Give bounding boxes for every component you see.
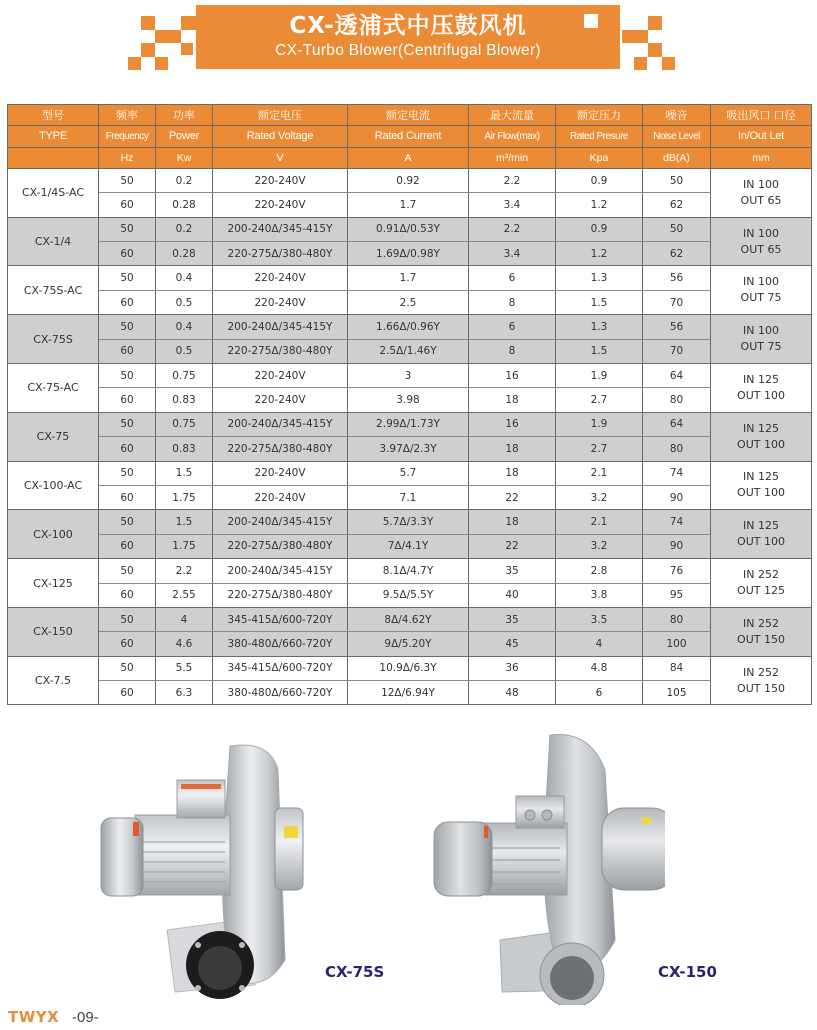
cell-airflow: 18 bbox=[469, 510, 556, 534]
cell-noise: 64 bbox=[643, 364, 711, 388]
cell-frequency: 50 bbox=[99, 656, 156, 680]
col-header-current-en: Rated Current bbox=[348, 126, 469, 147]
cell-voltage: 220-275Δ/380-480Y bbox=[213, 583, 348, 607]
col-header-airflow-en: Air Flow(max) bbox=[469, 126, 556, 147]
cell-noise: 105 bbox=[643, 681, 711, 705]
cell-voltage: 200-240Δ/345-415Y bbox=[213, 217, 348, 241]
cell-power: 2.55 bbox=[156, 583, 213, 607]
col-header-voltage-en: Rated Voltage bbox=[213, 126, 348, 147]
decor-square bbox=[181, 16, 197, 30]
col-header-type-en: TYPE bbox=[8, 126, 99, 147]
cell-pressure: 3.8 bbox=[556, 583, 643, 607]
table-row bbox=[8, 339, 812, 363]
cell-frequency: 60 bbox=[99, 339, 156, 363]
port-in: IN 252 bbox=[743, 568, 779, 582]
cell-current: 3.97Δ/2.3Y bbox=[348, 437, 469, 461]
cell-frequency: 60 bbox=[99, 193, 156, 217]
cell-power: 4 bbox=[156, 607, 213, 631]
cell-voltage: 220-240V bbox=[213, 388, 348, 412]
cell-airflow: 6 bbox=[469, 315, 556, 339]
col-unit-current: A bbox=[348, 147, 469, 168]
port-in: IN 252 bbox=[743, 616, 779, 630]
cell-voltage: 220-240V bbox=[213, 290, 348, 314]
cell-power: 0.75 bbox=[156, 364, 213, 388]
port-out: OUT 75 bbox=[740, 340, 782, 354]
cell-inout bbox=[711, 559, 812, 608]
cell-current: 7Δ/4.1Y bbox=[348, 534, 469, 558]
cell-noise: 76 bbox=[643, 559, 711, 583]
cell-current: 12Δ/6.94Y bbox=[348, 681, 469, 705]
cell-airflow: 8 bbox=[469, 290, 556, 314]
cell-current: 1.7 bbox=[348, 266, 469, 290]
cell-airflow: 2.2 bbox=[469, 217, 556, 241]
cell-voltage: 200-240Δ/345-415Y bbox=[213, 510, 348, 534]
decor-square bbox=[648, 16, 662, 30]
spec-table bbox=[7, 104, 812, 705]
table-row bbox=[8, 510, 812, 534]
cell-voltage: 345-415Δ/600-720Y bbox=[213, 656, 348, 680]
port-out: OUT 100 bbox=[737, 437, 785, 451]
product-label-cx-75s: CX-75S bbox=[325, 963, 385, 981]
cell-power: 5.5 bbox=[156, 656, 213, 680]
col-unit-airflow: m³/min bbox=[469, 147, 556, 168]
port-in: IN 125 bbox=[743, 421, 779, 435]
cell-frequency: 50 bbox=[99, 266, 156, 290]
cell-frequency: 60 bbox=[99, 242, 156, 266]
spec-table-body bbox=[8, 168, 812, 705]
cell-airflow: 48 bbox=[469, 681, 556, 705]
cell-pressure: 1.9 bbox=[556, 412, 643, 436]
cell-inout bbox=[711, 412, 812, 461]
cell-airflow: 3.4 bbox=[469, 242, 556, 266]
cell-pressure: 1.2 bbox=[556, 193, 643, 217]
cell-inout bbox=[711, 364, 812, 413]
cell-current: 8.1Δ/4.7Y bbox=[348, 559, 469, 583]
col-unit-inout: mm bbox=[711, 147, 812, 168]
cell-airflow: 35 bbox=[469, 607, 556, 631]
cell-airflow: 3.4 bbox=[469, 193, 556, 217]
cell-model: CX-125 bbox=[8, 559, 99, 608]
cell-voltage: 220-275Δ/380-480Y bbox=[213, 242, 348, 266]
cell-voltage: 220-240V bbox=[213, 168, 348, 192]
cell-voltage: 220-240V bbox=[213, 485, 348, 509]
cell-pressure: 1.9 bbox=[556, 364, 643, 388]
cell-model: CX-1/4S-AC bbox=[8, 168, 99, 217]
cell-inout bbox=[711, 217, 812, 266]
cell-power: 1.5 bbox=[156, 510, 213, 534]
cell-pressure: 0.9 bbox=[556, 217, 643, 241]
header-row-chinese bbox=[8, 105, 812, 126]
cell-current: 9Δ/5.20Y bbox=[348, 632, 469, 656]
cell-current: 8Δ/4.62Y bbox=[348, 607, 469, 631]
cell-power: 0.2 bbox=[156, 217, 213, 241]
cell-pressure: 4.8 bbox=[556, 656, 643, 680]
blower-illustration bbox=[95, 730, 325, 1000]
port-in: IN 100 bbox=[743, 226, 779, 240]
table-row bbox=[8, 461, 812, 485]
table-row bbox=[8, 266, 812, 290]
decor-square bbox=[155, 57, 168, 70]
cell-frequency: 50 bbox=[99, 607, 156, 631]
cell-voltage: 220-240V bbox=[213, 193, 348, 217]
port-out: OUT 65 bbox=[740, 242, 782, 256]
port-out: OUT 100 bbox=[737, 486, 785, 500]
cell-noise: 64 bbox=[643, 412, 711, 436]
cell-voltage: 220-275Δ/380-480Y bbox=[213, 534, 348, 558]
cell-frequency: 60 bbox=[99, 437, 156, 461]
col-header-pressure-en: Rated Presure bbox=[556, 126, 643, 147]
cell-airflow: 22 bbox=[469, 534, 556, 558]
col-header-noise-cn: 噪音 bbox=[643, 105, 711, 126]
port-out: OUT 150 bbox=[737, 632, 785, 646]
cell-pressure: 3.2 bbox=[556, 485, 643, 509]
port-in: IN 125 bbox=[743, 372, 779, 386]
cell-pressure: 2.7 bbox=[556, 437, 643, 461]
table-row bbox=[8, 364, 812, 388]
cell-airflow: 6 bbox=[469, 266, 556, 290]
cell-noise: 62 bbox=[643, 193, 711, 217]
cell-noise: 70 bbox=[643, 290, 711, 314]
decor-square bbox=[141, 16, 155, 30]
cell-pressure: 2.7 bbox=[556, 388, 643, 412]
cell-model: CX-100-AC bbox=[8, 461, 99, 510]
cell-frequency: 60 bbox=[99, 632, 156, 656]
table-row bbox=[8, 681, 812, 705]
cell-airflow: 22 bbox=[469, 485, 556, 509]
cell-voltage: 345-415Δ/600-720Y bbox=[213, 607, 348, 631]
cell-frequency: 60 bbox=[99, 290, 156, 314]
cell-current: 10.9Δ/6.3Y bbox=[348, 656, 469, 680]
page-number: -09- bbox=[72, 1009, 99, 1026]
cell-pressure: 6 bbox=[556, 681, 643, 705]
cell-power: 0.28 bbox=[156, 242, 213, 266]
cell-model: CX-1/4 bbox=[8, 217, 99, 266]
banner-title-block bbox=[196, 5, 620, 69]
product-label-cx-150: CX-150 bbox=[658, 963, 717, 981]
col-header-pressure-cn: 额定压力 bbox=[556, 105, 643, 126]
cell-current: 2.5 bbox=[348, 290, 469, 314]
port-in: IN 125 bbox=[743, 470, 779, 484]
cell-pressure: 2.1 bbox=[556, 510, 643, 534]
table-row bbox=[8, 534, 812, 558]
cell-inout bbox=[711, 168, 812, 217]
table-row bbox=[8, 315, 812, 339]
cell-power: 0.5 bbox=[156, 339, 213, 363]
cell-airflow: 16 bbox=[469, 412, 556, 436]
cell-airflow: 16 bbox=[469, 364, 556, 388]
cell-noise: 90 bbox=[643, 485, 711, 509]
table-row bbox=[8, 388, 812, 412]
col-header-airflow-cn: 最大流量 bbox=[469, 105, 556, 126]
cell-current: 1.7 bbox=[348, 193, 469, 217]
decor-square bbox=[648, 43, 662, 57]
col-unit-voltage: V bbox=[213, 147, 348, 168]
cell-frequency: 60 bbox=[99, 681, 156, 705]
cell-frequency: 60 bbox=[99, 388, 156, 412]
table-row bbox=[8, 290, 812, 314]
col-header-voltage-cn: 额定电压 bbox=[213, 105, 348, 126]
cell-frequency: 60 bbox=[99, 485, 156, 509]
cell-current: 3.98 bbox=[348, 388, 469, 412]
cell-noise: 100 bbox=[643, 632, 711, 656]
cell-current: 2.99Δ/1.73Y bbox=[348, 412, 469, 436]
cell-frequency: 50 bbox=[99, 461, 156, 485]
cell-voltage: 380-480Δ/660-720Y bbox=[213, 681, 348, 705]
cell-voltage: 220-275Δ/380-480Y bbox=[213, 437, 348, 461]
cell-power: 0.5 bbox=[156, 290, 213, 314]
cell-airflow: 2.2 bbox=[469, 168, 556, 192]
table-row bbox=[8, 559, 812, 583]
col-unit-power: Kw bbox=[156, 147, 213, 168]
decor-square bbox=[634, 57, 647, 70]
cell-pressure: 1.2 bbox=[556, 242, 643, 266]
col-unit-noise: dB(A) bbox=[643, 147, 711, 168]
table-row bbox=[8, 632, 812, 656]
cell-frequency: 60 bbox=[99, 583, 156, 607]
port-out: OUT 125 bbox=[737, 584, 785, 598]
cell-frequency: 50 bbox=[99, 168, 156, 192]
cell-noise: 74 bbox=[643, 461, 711, 485]
cell-inout bbox=[711, 607, 812, 656]
cell-airflow: 18 bbox=[469, 461, 556, 485]
table-row bbox=[8, 485, 812, 509]
decor-square bbox=[155, 30, 181, 43]
col-header-inout-cn: 吸出风口 口径 bbox=[711, 105, 812, 126]
cell-current: 1.69Δ/0.98Y bbox=[348, 242, 469, 266]
cell-noise: 62 bbox=[643, 242, 711, 266]
cell-pressure: 3.5 bbox=[556, 607, 643, 631]
col-unit-type bbox=[8, 147, 99, 168]
cell-power: 1.75 bbox=[156, 534, 213, 558]
col-header-frequency-en: Frequency bbox=[99, 126, 156, 147]
cell-noise: 90 bbox=[643, 534, 711, 558]
cell-airflow: 35 bbox=[469, 559, 556, 583]
cell-power: 2.2 bbox=[156, 559, 213, 583]
cell-voltage: 220-240V bbox=[213, 364, 348, 388]
cell-inout bbox=[711, 510, 812, 559]
col-header-type-cn: 型号 bbox=[8, 105, 99, 126]
cell-voltage: 220-275Δ/380-480Y bbox=[213, 339, 348, 363]
header-row-english bbox=[8, 126, 812, 147]
cell-noise: 84 bbox=[643, 656, 711, 680]
cell-current: 3 bbox=[348, 364, 469, 388]
cell-power: 0.83 bbox=[156, 388, 213, 412]
cell-power: 0.75 bbox=[156, 412, 213, 436]
decor-square bbox=[608, 44, 620, 56]
product-image-cx-150 bbox=[430, 730, 665, 1005]
page-footer bbox=[8, 1008, 99, 1026]
cell-current: 2.5Δ/1.46Y bbox=[348, 339, 469, 363]
col-header-current-cn: 额定电流 bbox=[348, 105, 469, 126]
cell-frequency: 50 bbox=[99, 559, 156, 583]
cell-inout bbox=[711, 266, 812, 315]
col-unit-pressure: Kpa bbox=[556, 147, 643, 168]
cell-power: 0.2 bbox=[156, 168, 213, 192]
cell-current: 5.7Δ/3.3Y bbox=[348, 510, 469, 534]
cell-voltage: 380-480Δ/660-720Y bbox=[213, 632, 348, 656]
cell-airflow: 8 bbox=[469, 339, 556, 363]
cell-current: 9.5Δ/5.5Y bbox=[348, 583, 469, 607]
cell-pressure: 2.1 bbox=[556, 461, 643, 485]
cell-power: 1.75 bbox=[156, 485, 213, 509]
cell-inout bbox=[711, 656, 812, 705]
cell-airflow: 40 bbox=[469, 583, 556, 607]
cell-power: 0.4 bbox=[156, 315, 213, 339]
table-row bbox=[8, 217, 812, 241]
decor-square bbox=[141, 43, 155, 57]
cell-frequency: 50 bbox=[99, 510, 156, 534]
cell-inout bbox=[711, 315, 812, 364]
blower-illustration bbox=[430, 730, 665, 1005]
cell-model: CX-75S-AC bbox=[8, 266, 99, 315]
cell-current: 5.7 bbox=[348, 461, 469, 485]
col-header-inout-en: In/Out Let bbox=[711, 126, 812, 147]
table-row bbox=[8, 193, 812, 217]
cell-pressure: 1.5 bbox=[556, 290, 643, 314]
cell-voltage: 220-240V bbox=[213, 266, 348, 290]
brand-logo-text: TWYX bbox=[8, 1008, 60, 1026]
cell-frequency: 60 bbox=[99, 534, 156, 558]
table-row bbox=[8, 607, 812, 631]
table-row bbox=[8, 242, 812, 266]
cell-pressure: 1.3 bbox=[556, 315, 643, 339]
table-row bbox=[8, 437, 812, 461]
decor-square bbox=[622, 30, 648, 43]
table-row bbox=[8, 412, 812, 436]
cell-pressure: 1.5 bbox=[556, 339, 643, 363]
cell-pressure: 0.9 bbox=[556, 168, 643, 192]
decor-square bbox=[662, 57, 675, 70]
cell-power: 0.28 bbox=[156, 193, 213, 217]
page-subtitle: CX-Turbo Blower(Centrifugal Blower) bbox=[275, 42, 541, 59]
product-image-cx-75s bbox=[95, 730, 325, 1000]
port-in: IN 125 bbox=[743, 519, 779, 533]
col-header-frequency-cn: 频率 bbox=[99, 105, 156, 126]
cell-noise: 95 bbox=[643, 583, 711, 607]
cell-frequency: 50 bbox=[99, 412, 156, 436]
cell-airflow: 45 bbox=[469, 632, 556, 656]
cell-airflow: 36 bbox=[469, 656, 556, 680]
port-in: IN 252 bbox=[743, 665, 779, 679]
table-row bbox=[8, 656, 812, 680]
cell-current: 0.92 bbox=[348, 168, 469, 192]
col-header-power-cn: 功率 bbox=[156, 105, 213, 126]
header-row-units bbox=[8, 147, 812, 168]
cell-noise: 80 bbox=[643, 388, 711, 412]
cell-power: 0.83 bbox=[156, 437, 213, 461]
cell-frequency: 50 bbox=[99, 364, 156, 388]
cell-pressure: 2.8 bbox=[556, 559, 643, 583]
cell-noise: 50 bbox=[643, 168, 711, 192]
cell-noise: 56 bbox=[643, 266, 711, 290]
cell-noise: 74 bbox=[643, 510, 711, 534]
cell-noise: 50 bbox=[643, 217, 711, 241]
cell-current: 0.91Δ/0.53Y bbox=[348, 217, 469, 241]
cell-model: CX-75-AC bbox=[8, 364, 99, 413]
cell-noise: 80 bbox=[643, 607, 711, 631]
cell-power: 0.4 bbox=[156, 266, 213, 290]
cell-airflow: 18 bbox=[469, 388, 556, 412]
cell-power: 4.6 bbox=[156, 632, 213, 656]
port-out: OUT 65 bbox=[740, 193, 782, 207]
port-out: OUT 100 bbox=[737, 535, 785, 549]
cell-voltage: 220-240V bbox=[213, 461, 348, 485]
col-unit-frequency: Hz bbox=[99, 147, 156, 168]
cell-model: CX-100 bbox=[8, 510, 99, 559]
decor-square bbox=[181, 43, 193, 55]
port-out: OUT 75 bbox=[740, 291, 782, 305]
cell-pressure: 1.3 bbox=[556, 266, 643, 290]
cell-pressure: 3.2 bbox=[556, 534, 643, 558]
cell-noise: 56 bbox=[643, 315, 711, 339]
port-in: IN 100 bbox=[743, 275, 779, 289]
page-title: CX-透浦式中压鼓风机 bbox=[289, 13, 527, 39]
cell-frequency: 50 bbox=[99, 315, 156, 339]
cell-voltage: 200-240Δ/345-415Y bbox=[213, 315, 348, 339]
cell-inout bbox=[711, 461, 812, 510]
title-banner bbox=[0, 0, 817, 80]
cell-model: CX-75 bbox=[8, 412, 99, 461]
cell-noise: 70 bbox=[643, 339, 711, 363]
cell-model: CX-150 bbox=[8, 607, 99, 656]
cell-voltage: 200-240Δ/345-415Y bbox=[213, 559, 348, 583]
cell-model: CX-75S bbox=[8, 315, 99, 364]
cell-power: 6.3 bbox=[156, 681, 213, 705]
decor-square bbox=[128, 57, 141, 70]
port-out: OUT 100 bbox=[737, 388, 785, 402]
cell-current: 1.66Δ/0.96Y bbox=[348, 315, 469, 339]
cell-power: 1.5 bbox=[156, 461, 213, 485]
col-header-power-en: Power bbox=[156, 126, 213, 147]
cell-voltage: 200-240Δ/345-415Y bbox=[213, 412, 348, 436]
table-row bbox=[8, 168, 812, 192]
port-in: IN 100 bbox=[743, 324, 779, 338]
cell-airflow: 18 bbox=[469, 437, 556, 461]
decor-square-hole bbox=[584, 14, 598, 28]
cell-model: CX-7.5 bbox=[8, 656, 99, 705]
port-in: IN 100 bbox=[743, 177, 779, 191]
col-header-noise-en: Noise Level bbox=[643, 126, 711, 147]
cell-pressure: 4 bbox=[556, 632, 643, 656]
port-out: OUT 150 bbox=[737, 681, 785, 695]
table-row bbox=[8, 583, 812, 607]
cell-noise: 80 bbox=[643, 437, 711, 461]
cell-frequency: 50 bbox=[99, 217, 156, 241]
cell-current: 7.1 bbox=[348, 485, 469, 509]
